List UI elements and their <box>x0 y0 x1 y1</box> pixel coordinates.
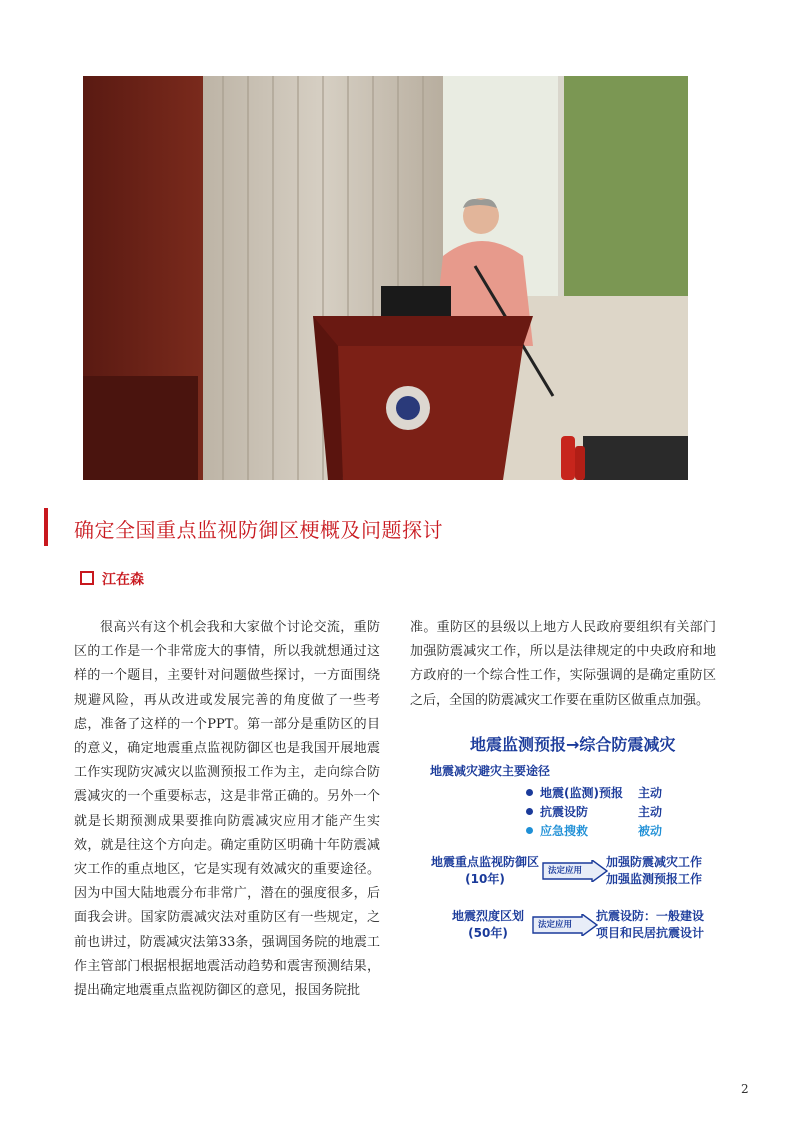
diagram-item-tag: 被动 <box>638 824 663 838</box>
speaker-photo <box>83 76 688 480</box>
diagram-row-left-line1: 地震烈度区划 <box>451 909 524 923</box>
bullet-dot-icon <box>526 808 533 815</box>
diagram-subtitle: 地震减灾避灾主要途径 <box>430 764 551 778</box>
square-bullet-icon <box>80 571 94 585</box>
diagram-arrow <box>542 860 608 882</box>
diagram-arrow <box>532 914 598 936</box>
body-left-column: 很高兴有这个机会我和大家做个讨论交流，重防区的工作是一个非常庞大的事情，所以我就想通过这样的一个题目，主要针对问题做些探讨，一方面围绕规避风险，再从改进或发展完善的角度做了一些考虑，准备了这样的一个PPT。第一部分是重防区的目的意义，确定地震重点监视防御区也是我国开展地震工作实现防灾减灾以监测预报工作为主，走向综合防震减灾的一个重要标志，这是非常正确的。另外一个就是长期预测成果要推向防震减灾应用才能产生实效，就是往这个方向走。确定重防区明确十年防震减灾工作的重点地区，它是实现有效减灾的重要途径。因为中国大陆地震分布非常广，潜在的强度很多，后面我会讲。国家防震减灾法对重防区有一些规定，之前也讲过，防震减灾法第33条，强调国务院的地震工作主管部门根据根据地震活动趋势和震害预测结果，提出确定地震重点监视防御区的意见，报国务院批 <box>74 620 380 999</box>
diagram-list-item <box>526 784 663 801</box>
diagram-item-label: 应急搜救 <box>540 824 589 838</box>
section-title: 确定全国重点监视防御区梗概及问题探讨 <box>74 518 443 542</box>
author-line <box>80 569 144 589</box>
diagram-row-right <box>606 854 702 888</box>
diagram-list-item <box>526 803 663 820</box>
diagram-row-left-line2: (10年) <box>465 872 505 886</box>
diagram-row-right-line2: 加强监测预报工作 <box>606 872 703 886</box>
bullet-dot-icon <box>526 827 533 834</box>
bullet-dot-icon <box>526 789 533 796</box>
body-right-column: 准。重防区的县级以上地方人民政府要组织有关部门加强防震减灾工作，所以是法律规定的中央政府和地方政府的一个综合性工作，实际强调的是确定重防区之后，全国的防震减灾工作要在重防区做重点加强。 <box>410 620 716 708</box>
heading-accent-bar <box>44 508 48 546</box>
diagram-row-left-line2: (50年) <box>468 926 508 940</box>
diagram-title: 地震监测预报→综合防震减灾 <box>470 735 676 754</box>
speaker-photo-illustration <box>83 76 688 480</box>
page-number: 2 <box>741 1082 749 1096</box>
diagram-item-label: 抗震设防 <box>540 805 589 819</box>
arrow-label: 法定应用 <box>548 866 583 876</box>
arrow-label: 法定应用 <box>538 920 573 930</box>
diagram-row-right-line2: 项目和民居抗震设计 <box>596 926 705 940</box>
section-heading <box>44 508 744 548</box>
diagram-row-right-line1: 加强防震减灾工作 <box>606 855 703 869</box>
diagram-item-tag: 主动 <box>638 786 663 800</box>
diagram-row-left <box>440 908 536 942</box>
diagram-row-right <box>596 908 704 942</box>
diagram-item-label: 地震(监测)预报 <box>540 786 623 800</box>
diagram-row-left-line1: 地震重点监视防御区 <box>430 855 539 869</box>
diagram-item-tag: 主动 <box>638 805 663 819</box>
slide-diagram <box>410 722 720 952</box>
diagram-row-right-line1: 抗震设防：一般建设 <box>596 909 705 923</box>
author-name: 江在森 <box>102 572 144 588</box>
diagram-row-left <box>426 854 544 888</box>
diagram-list-item <box>526 822 663 839</box>
